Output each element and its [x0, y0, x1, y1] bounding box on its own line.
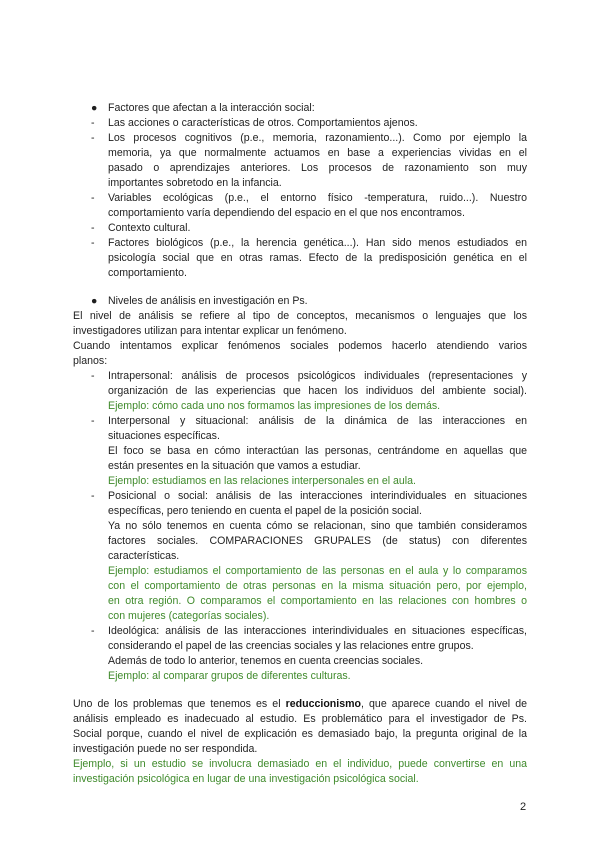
- level-line: considerando el papel de las creencias sociales y las relaciones entre grupos.: [108, 640, 474, 652]
- paragraph-line: El nivel de análisis se refiere al tipo de conceptos, mecanismos o lenguajes que los: [73, 310, 527, 322]
- example-line: Ejemplo, si un estudio se involucra demasiado en el individuo, puede convertirse en una: [73, 758, 527, 770]
- example-line: Ejemplo: estudiamos en las relaciones interpersonales en el aula.: [108, 475, 416, 487]
- page-number: 2: [520, 801, 527, 813]
- level-line: organización de las experiencias que hacen los individuos del ambiente social).: [108, 385, 527, 397]
- list-item-line: Los procesos cognitivos (p.e., memoria, razonamiento...). Como por ejemplo la: [108, 132, 527, 144]
- example-line: con mujeres (categorías sociales).: [108, 610, 270, 622]
- section1-heading: Factores que afectan a la interacción social:: [108, 102, 315, 114]
- dash-bullet: -: [91, 117, 95, 129]
- section2-heading: Niveles de análisis en investigación en Ps.: [108, 295, 308, 307]
- list-item-line: comportamiento varía dependiendo del espacio en el que nos encontramos.: [108, 207, 465, 219]
- dash-bullet: -: [91, 222, 95, 234]
- paragraph-line: Cuando intentamos explicar fenómenos sociales podemos hacerlo atendiendo varios: [73, 340, 527, 352]
- bullet-icon: ●: [91, 295, 98, 307]
- list-item-line: pasado o aprendizajes anteriores. Los procesos de razonamiento son muy: [108, 162, 527, 174]
- example-line: investigación psicológica en lugar de una investigación psicológica social.: [73, 773, 419, 785]
- list-item-line: Variables ecológicas (p.e., el entorno físico -temperatura, ruido...). Nuestro: [108, 192, 527, 204]
- level-line: Interpersonal y situacional: análisis de la dinámica de las interacciones en: [108, 415, 527, 427]
- paragraph-line: planos:: [73, 355, 108, 367]
- paragraph-line: Uno de los problemas que tenemos es el reduccionismo, que aparece cuando el nivel de: [73, 698, 527, 710]
- paragraph-line: Social porque, cuando el nivel de explicación es demasiado bajo, la pregunta original de la: [73, 728, 527, 740]
- level-line: Posicional o social: análisis de las interacciones interindividuales en situaciones: [108, 490, 527, 502]
- example-line: Ejemplo: al comparar grupos de diferentes culturas.: [108, 670, 351, 682]
- level-line: Intrapersonal: análisis de procesos psicológicos individuales (representaciones y: [108, 370, 527, 382]
- list-item-line: psicología social que en otras ramas. Efecto de la predisposición genética en el: [108, 252, 527, 264]
- level-line: situaciones específicas.: [108, 430, 220, 442]
- level-line: Además de todo lo anterior, tenemos en cuenta creencias sociales.: [108, 655, 424, 667]
- list-item-line: Factores biológicos (p.e., la herencia genética...). Han sido menos estudiados en: [108, 237, 527, 249]
- dash-bullet: -: [91, 132, 95, 144]
- dash-bullet: -: [91, 415, 95, 427]
- list-item-line: comportamiento.: [108, 267, 187, 279]
- list-item-line: memoria, ya que normalmente actuamos en base a experiencias vividas en el: [108, 147, 527, 159]
- level-line: Ideológica: análisis de las interacciones interindividuales en situaciones específicas,: [108, 625, 527, 637]
- dash-bullet: -: [91, 370, 95, 382]
- level-line: factores sociales. COMPARACIONES GRUPALES (de status) con diferentes: [108, 535, 527, 547]
- list-item-line: importantes sobretodo en la infancia.: [108, 177, 282, 189]
- list-item-line: Las acciones o características de otros. Comportamientos ajenos.: [108, 117, 418, 129]
- bullet-icon: ●: [91, 102, 98, 114]
- example-line: Ejemplo: estudiamos el comportamiento de las personas en el aula y lo comparamos: [108, 565, 527, 577]
- level-line: características.: [108, 550, 180, 562]
- dash-bullet: -: [91, 192, 95, 204]
- example-line: en otra región. O comparamos el comportamiento en las relaciones con hombres o: [108, 595, 527, 607]
- dash-bullet: -: [91, 237, 95, 249]
- example-line: Ejemplo: cómo cada uno nos formamos las impresiones de los demás.: [108, 400, 441, 412]
- paragraph-line: investigadores utilizan para intentar explicar un fenómeno.: [73, 325, 347, 337]
- dash-bullet: -: [91, 625, 95, 637]
- level-line: Ya no sólo tenemos en cuenta cómo se relacionan, sino que también consideramos: [108, 520, 527, 532]
- dash-bullet: -: [91, 490, 95, 502]
- level-line: específicas, pero teniendo en cuenta el papel de la posición social.: [108, 505, 422, 517]
- paragraph-line: análisis empleado es inadecuado al estudio. Es problemático para el investigador de Ps.: [73, 713, 527, 725]
- example-line: con el comportamiento de otras personas en la misma situación pero, por ejemplo,: [108, 580, 527, 592]
- level-line: están presentes en la situación que vamos a estudiar.: [108, 460, 361, 472]
- paragraph-line: investigación puede no ser respondida.: [73, 743, 258, 755]
- list-item-line: Contexto cultural.: [108, 222, 191, 234]
- reduccionismo-term: reduccionismo: [285, 698, 362, 710]
- level-line: El foco se basa en cómo interactúan las personas, centrándome en aquellas que: [108, 445, 527, 457]
